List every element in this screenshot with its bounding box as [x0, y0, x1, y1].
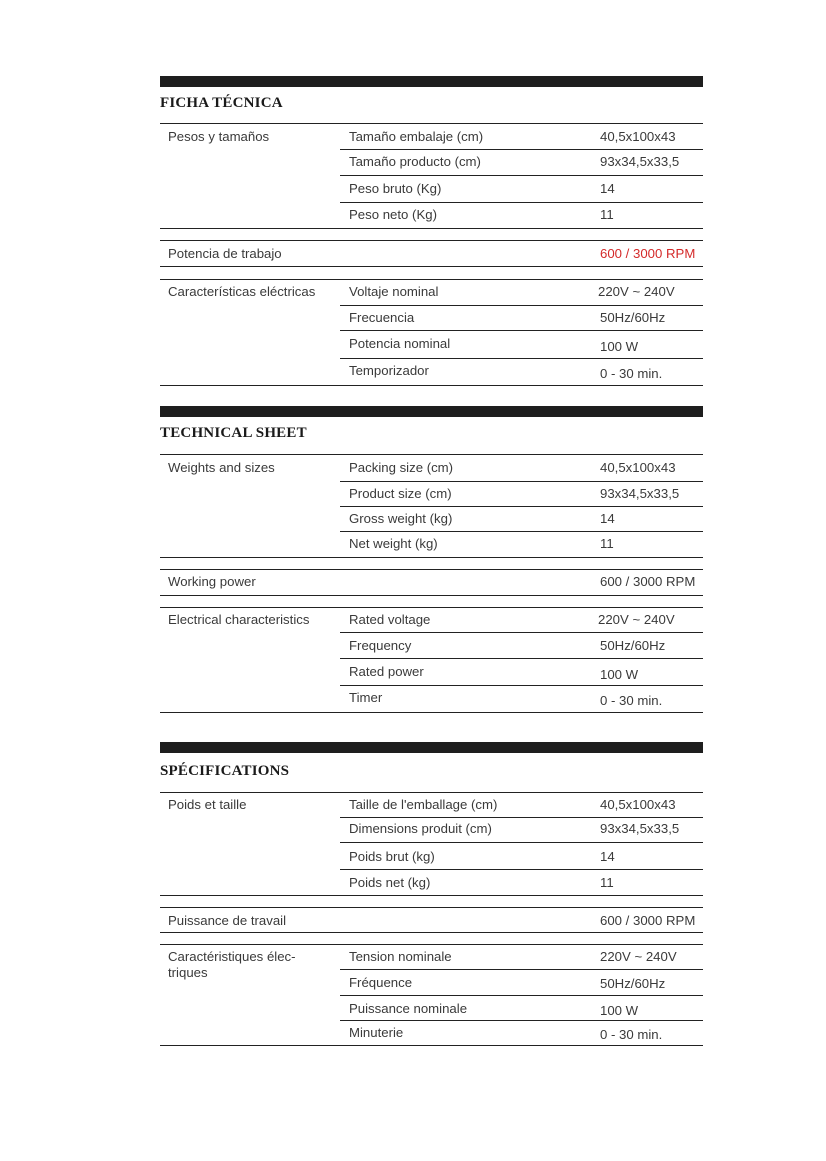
row-value: 50Hz/60Hz	[600, 976, 666, 991]
row-divider	[160, 557, 703, 558]
group-label: Pesos y tamaños	[168, 129, 270, 144]
section-header-bar	[160, 406, 703, 417]
row-divider	[340, 1020, 703, 1021]
row-value: 93x34,5x33,5	[600, 486, 680, 501]
row-value: 40,5x100x43	[600, 797, 676, 812]
section-header-bar	[160, 76, 703, 87]
row-value: 220V ~ 240V	[598, 612, 675, 627]
row-divider	[160, 123, 703, 124]
row-value: 11	[600, 207, 614, 222]
row-value: 14	[600, 511, 615, 526]
row-name: Net weight (kg)	[349, 536, 438, 551]
row-divider	[340, 149, 703, 150]
section-title: SPÉCIFICATIONS	[160, 763, 290, 779]
row-name: Tamaño embalaje (cm)	[349, 129, 484, 144]
row-name: Tension nominale	[349, 949, 452, 964]
row-divider	[160, 228, 703, 229]
row-divider	[160, 607, 703, 608]
row-divider	[340, 817, 703, 818]
row-divider	[340, 506, 703, 507]
row-name: Tamaño producto (cm)	[349, 154, 481, 169]
row-name: Timer	[349, 690, 383, 705]
row-value: 220V ~ 240V	[598, 284, 675, 299]
row-value: 93x34,5x33,5	[600, 821, 680, 836]
row-divider	[160, 595, 703, 596]
row-value: 600 / 3000 RPM	[600, 574, 696, 589]
group-label: Puissance de travail	[168, 913, 287, 928]
row-value: 0 - 30 min.	[600, 693, 663, 708]
row-divider	[160, 792, 703, 793]
row-name: Gross weight (kg)	[349, 511, 453, 526]
spec-section-en	[160, 406, 703, 708]
row-divider	[340, 969, 703, 970]
row-divider	[340, 358, 703, 359]
row-name: Minuterie	[349, 1025, 404, 1040]
row-divider	[160, 944, 703, 945]
row-value: 11	[600, 536, 614, 551]
row-value: 0 - 30 min.	[600, 1027, 663, 1042]
row-divider	[160, 712, 703, 713]
row-value: 50Hz/60Hz	[600, 310, 666, 325]
group-label: Potencia de trabajo	[168, 246, 282, 261]
group-label: Electrical characteristics	[168, 612, 310, 627]
section-title: FICHA TÉCNICA	[160, 95, 283, 111]
row-value: 40,5x100x43	[600, 460, 676, 475]
row-divider	[340, 330, 703, 331]
row-value: 14	[600, 181, 615, 196]
row-divider	[340, 869, 703, 870]
row-value: 40,5x100x43	[600, 129, 676, 144]
row-value: 93x34,5x33,5	[600, 154, 680, 169]
row-name: Rated voltage	[349, 612, 431, 627]
row-name: Poids brut (kg)	[349, 849, 435, 864]
row-divider	[340, 481, 703, 482]
row-divider	[160, 932, 703, 933]
row-value: 11	[600, 875, 614, 890]
row-value: 600 / 3000 RPM	[600, 246, 696, 261]
row-value: 50Hz/60Hz	[600, 638, 666, 653]
row-name: Potencia nominal	[349, 336, 451, 351]
row-divider	[340, 842, 703, 843]
row-name: Frecuencia	[349, 310, 415, 325]
row-value: 600 / 3000 RPM	[600, 913, 696, 928]
row-divider	[340, 685, 703, 686]
row-divider	[160, 569, 703, 570]
group-label: Caractéristiques élec- triques	[168, 949, 296, 980]
row-name: Taille de l'emballage (cm)	[349, 797, 498, 812]
spec-section-es	[160, 76, 703, 381]
row-divider	[340, 202, 703, 203]
row-divider	[160, 1045, 703, 1046]
row-name: Product size (cm)	[349, 486, 452, 501]
group-label: Weights and sizes	[168, 460, 275, 475]
row-value: 100 W	[600, 1003, 639, 1018]
row-value: 0 - 30 min.	[600, 366, 663, 381]
row-divider	[160, 279, 703, 280]
section-header-bar	[160, 742, 703, 753]
row-name: Rated power	[349, 664, 424, 679]
row-value: 100 W	[600, 667, 639, 682]
row-name: Peso neto (Kg)	[349, 207, 437, 222]
row-divider	[340, 995, 703, 996]
row-divider	[340, 531, 703, 532]
row-name: Temporizador	[349, 363, 429, 378]
row-divider	[160, 895, 703, 896]
row-name: Puissance nominale	[349, 1001, 468, 1016]
row-value: 14	[600, 849, 615, 864]
row-name: Poids net (kg)	[349, 875, 431, 890]
row-divider	[160, 385, 703, 386]
row-divider	[340, 175, 703, 176]
row-name: Fréquence	[349, 975, 413, 990]
row-divider	[340, 305, 703, 306]
row-name: Frequency	[349, 638, 412, 653]
section-title: TECHNICAL SHEET	[160, 425, 307, 441]
row-divider	[340, 658, 703, 659]
row-name: Dimensions produit (cm)	[349, 821, 492, 836]
row-divider	[160, 907, 703, 908]
row-divider	[160, 240, 703, 241]
group-label: Working power	[168, 574, 256, 589]
row-divider	[340, 632, 703, 633]
spec-section-fr	[160, 742, 703, 1042]
group-label: Poids et taille	[168, 797, 247, 812]
row-value: 100 W	[600, 339, 639, 354]
row-name: Packing size (cm)	[349, 460, 454, 475]
row-name: Voltaje nominal	[349, 284, 439, 299]
group-label: Características eléctricas	[168, 284, 316, 299]
row-value: 220V ~ 240V	[600, 949, 677, 964]
row-divider	[160, 266, 703, 267]
row-divider	[160, 454, 703, 455]
row-name: Peso bruto (Kg)	[349, 181, 442, 196]
